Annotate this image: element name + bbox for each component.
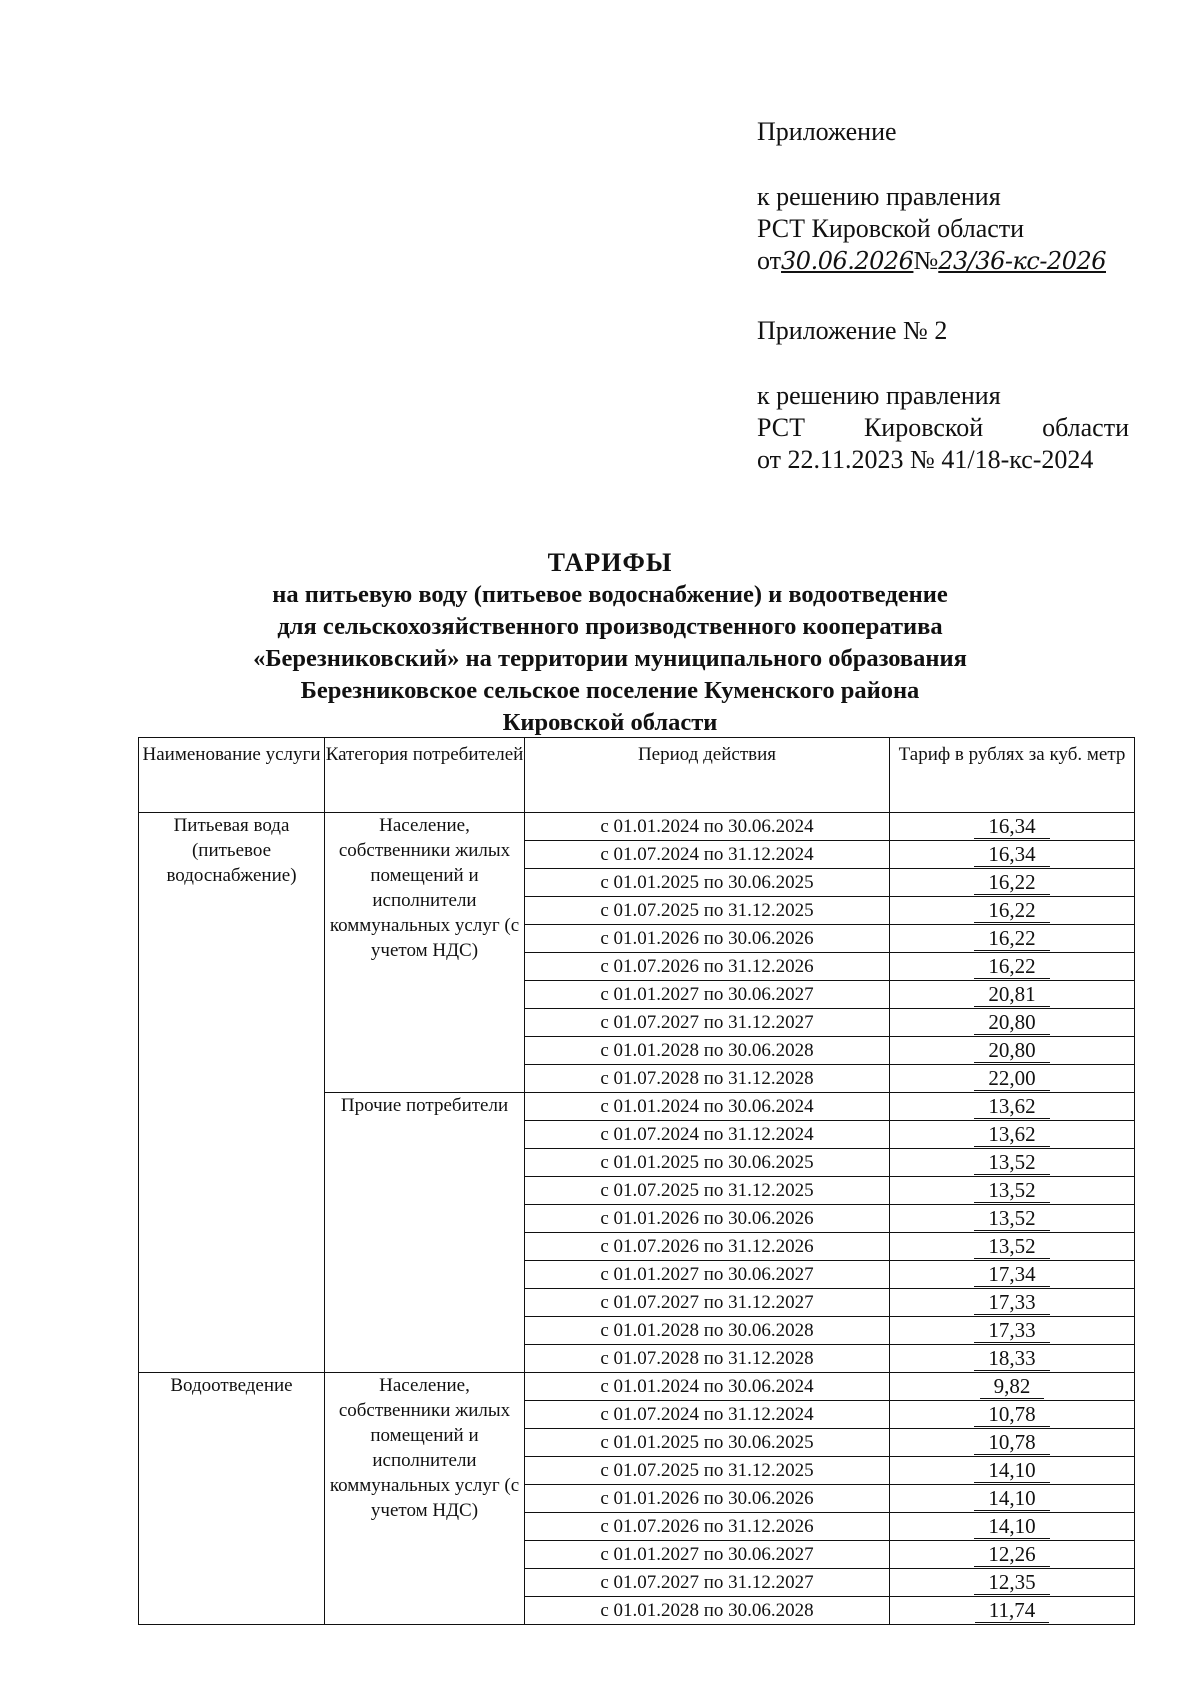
handwritten-number: 23/36-кс-2026 — [938, 247, 1106, 275]
category-cell: Прочие потребители — [325, 1093, 525, 1373]
rate-cell — [890, 1009, 1135, 1037]
rate-cell — [890, 1233, 1135, 1261]
rate-cell — [890, 1317, 1135, 1345]
period-cell: с 01.01.2028 по 30.06.2028 — [525, 1597, 890, 1625]
table-header-row — [139, 738, 1135, 813]
rate-cell — [890, 1401, 1135, 1429]
annex-1-line-2: РСТ Кировской области — [757, 214, 1025, 243]
period-cell: с 01.07.2024 по 31.12.2024 — [525, 1401, 890, 1429]
rate-value: 12,35 — [974, 1570, 1049, 1595]
service-cell: Питьевая вода (питьевое водоснабжение) — [139, 813, 325, 1373]
rate-value: 20,81 — [974, 982, 1049, 1007]
heading-line: на питьевую воду (питьевое водоснабжение) и водоотведение — [272, 581, 948, 608]
service-cell: Водоотведение — [139, 1373, 325, 1625]
period-cell: с 01.01.2027 по 30.06.2027 — [525, 1541, 890, 1569]
annex-1-from-prefix: от — [757, 246, 782, 275]
annex-1-from-line — [757, 245, 1117, 277]
period-cell: с 01.07.2027 по 31.12.2027 — [525, 1569, 890, 1597]
rate-value: 12,26 — [974, 1542, 1049, 1567]
rate-cell — [890, 897, 1135, 925]
rate-cell — [890, 1037, 1135, 1065]
table-row — [139, 1373, 1135, 1401]
annex-2-word: области — [1042, 413, 1129, 442]
period-cell: с 01.01.2025 по 30.06.2025 — [525, 1149, 890, 1177]
period-cell: с 01.01.2028 по 30.06.2028 — [525, 1037, 890, 1065]
rate-value: 13,52 — [974, 1206, 1049, 1231]
rate-value: 16,22 — [974, 926, 1049, 951]
period-cell: с 01.01.2025 по 30.06.2025 — [525, 869, 890, 897]
rate-value: 9,82 — [980, 1374, 1045, 1399]
rate-value: 16,22 — [974, 954, 1049, 979]
period-cell: с 01.01.2026 по 30.06.2026 — [525, 925, 890, 953]
rate-cell — [890, 1093, 1135, 1121]
annex-1-number-sign: № — [913, 246, 939, 275]
tariff-table-body — [139, 813, 1135, 1625]
rate-value: 13,52 — [974, 1234, 1049, 1259]
rate-cell — [890, 1513, 1135, 1541]
header-period: Период действия — [525, 738, 890, 813]
rate-cell — [890, 1289, 1135, 1317]
rate-value: 13,52 — [974, 1150, 1049, 1175]
rate-value: 13,62 — [974, 1094, 1049, 1119]
rate-value: 16,34 — [974, 814, 1049, 839]
rate-value: 20,80 — [974, 1010, 1049, 1035]
period-cell: с 01.07.2028 по 31.12.2028 — [525, 1065, 890, 1093]
rate-cell — [890, 813, 1135, 841]
period-cell: с 01.07.2024 по 31.12.2024 — [525, 841, 890, 869]
heading-title: ТАРИФЫ — [547, 548, 673, 577]
document-heading — [160, 547, 1060, 739]
header-rate: Тариф в рублях за куб. метр — [890, 738, 1135, 813]
period-cell: с 01.07.2025 по 31.12.2025 — [525, 897, 890, 925]
rate-cell — [890, 981, 1135, 1009]
period-cell: с 01.07.2025 по 31.12.2025 — [525, 1457, 890, 1485]
rate-value: 22,00 — [974, 1066, 1049, 1091]
rate-cell — [890, 1121, 1135, 1149]
annex-2-line-1: к решению правления — [757, 381, 1001, 410]
period-cell: с 01.07.2026 по 31.12.2026 — [525, 1513, 890, 1541]
heading-line: Березниковское сельское поселение Куменского района — [300, 677, 920, 704]
rate-value: 14,10 — [974, 1486, 1049, 1511]
rate-value: 10,78 — [974, 1402, 1049, 1427]
annex-2-word: РСТ — [757, 413, 806, 442]
rate-value: 16,34 — [974, 842, 1049, 867]
tariff-table — [138, 737, 1135, 1625]
rate-cell — [890, 1149, 1135, 1177]
period-cell: с 01.01.2027 по 30.06.2027 — [525, 1261, 890, 1289]
handwritten-date: 30.06.2026 — [781, 247, 914, 275]
rate-value: 17,34 — [974, 1262, 1049, 1287]
rate-cell — [890, 1345, 1135, 1373]
annex-1-title: Приложение — [757, 117, 897, 146]
period-cell: с 01.01.2024 по 30.06.2024 — [525, 1373, 890, 1401]
period-cell: с 01.01.2026 по 30.06.2026 — [525, 1205, 890, 1233]
rate-value: 14,10 — [974, 1458, 1049, 1483]
rate-cell — [890, 1597, 1135, 1625]
rate-cell — [890, 953, 1135, 981]
period-cell: с 01.07.2027 по 31.12.2027 — [525, 1289, 890, 1317]
period-cell: с 01.01.2025 по 30.06.2025 — [525, 1429, 890, 1457]
rate-cell — [890, 1205, 1135, 1233]
heading-line: для сельскохозяйственного производственного кооператива — [277, 613, 943, 640]
annex-2-block — [757, 315, 1129, 476]
rate-value: 13,52 — [974, 1178, 1049, 1203]
period-cell: с 01.01.2026 по 30.06.2026 — [525, 1485, 890, 1513]
rate-value: 17,33 — [974, 1290, 1049, 1315]
rate-value: 20,80 — [974, 1038, 1049, 1063]
annex-2-line-3: от 22.11.2023 № 41/18-кс-2024 — [757, 445, 1094, 474]
period-cell: с 01.07.2026 по 31.12.2026 — [525, 953, 890, 981]
heading-line: Кировской области — [502, 709, 718, 736]
rate-value: 16,22 — [974, 870, 1049, 895]
rate-cell — [890, 1065, 1135, 1093]
annex-2-title: Приложение № 2 — [757, 316, 948, 345]
rate-cell — [890, 1373, 1135, 1401]
annex-1-line-1: к решению правления — [757, 182, 1001, 211]
header-category: Категория потребителей — [325, 738, 525, 813]
rate-cell — [890, 1429, 1135, 1457]
heading-line: «Березниковский» на территории муниципального образования — [253, 645, 967, 672]
period-cell: с 01.07.2027 по 31.12.2027 — [525, 1009, 890, 1037]
rate-cell — [890, 869, 1135, 897]
rate-value: 11,74 — [975, 1598, 1049, 1623]
period-cell: с 01.01.2027 по 30.06.2027 — [525, 981, 890, 1009]
period-cell: с 01.07.2028 по 31.12.2028 — [525, 1345, 890, 1373]
period-cell: с 01.07.2025 по 31.12.2025 — [525, 1177, 890, 1205]
rate-cell — [890, 1457, 1135, 1485]
rate-cell — [890, 1541, 1135, 1569]
rate-value: 17,33 — [974, 1318, 1049, 1343]
table-row — [139, 813, 1135, 841]
rate-cell — [890, 925, 1135, 953]
rate-cell — [890, 1177, 1135, 1205]
rate-value: 14,10 — [974, 1514, 1049, 1539]
category-cell: Население, собственники жилых помещений и исполнители коммунальных услуг (с учетом НДС) — [325, 813, 525, 1093]
annex-1-block — [757, 116, 1117, 277]
rate-value: 13,62 — [974, 1122, 1049, 1147]
period-cell: с 01.01.2028 по 30.06.2028 — [525, 1317, 890, 1345]
period-cell: с 01.07.2026 по 31.12.2026 — [525, 1233, 890, 1261]
annex-2-line-2 — [757, 412, 1129, 444]
rate-cell — [890, 1569, 1135, 1597]
rate-cell — [890, 1485, 1135, 1513]
period-cell: с 01.07.2024 по 31.12.2024 — [525, 1121, 890, 1149]
header-service: Наименование услуги — [139, 738, 325, 813]
rate-value: 16,22 — [974, 898, 1049, 923]
rate-value: 18,33 — [974, 1346, 1049, 1371]
rate-cell — [890, 841, 1135, 869]
rate-cell — [890, 1261, 1135, 1289]
category-cell: Население, собственники жилых помещений и исполнители коммунальных услуг (с учетом НДС) — [325, 1373, 525, 1625]
period-cell: с 01.01.2024 по 30.06.2024 — [525, 1093, 890, 1121]
annex-2-word: Кировской — [863, 413, 984, 442]
period-cell: с 01.01.2024 по 30.06.2024 — [525, 813, 890, 841]
rate-value: 10,78 — [974, 1430, 1049, 1455]
